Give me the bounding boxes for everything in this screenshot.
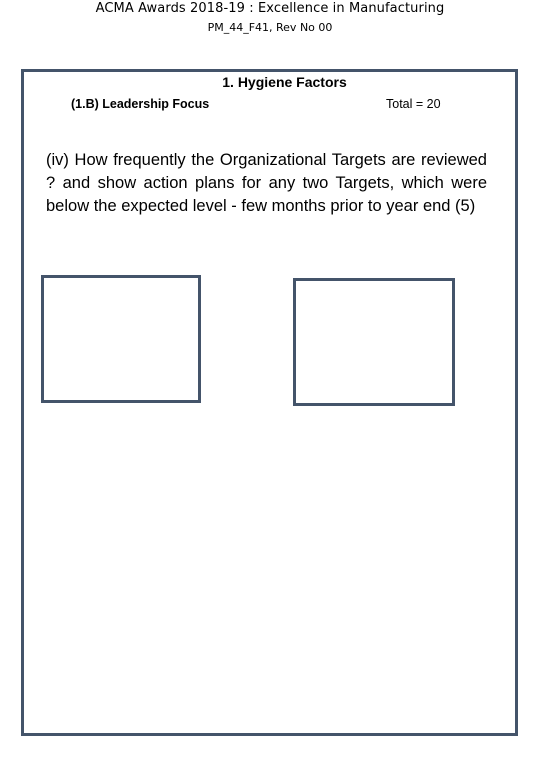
- target-1-answer-box[interactable]: [41, 275, 201, 403]
- document-title: ACMA Awards 2018-19 : Excellence in Manufacturing: [95, 1, 445, 16]
- target-2-answer-box[interactable]: [293, 278, 455, 406]
- subsection-label: (1.B) Leadership Focus: [71, 97, 210, 111]
- form-frame: [21, 69, 518, 736]
- question-text: (iv) How frequently the Organizational Targets are reviewed ? and show action plans for any two Targets, which were below the expected level - few months prior to year end (5): [46, 151, 487, 215]
- document-reference: PM_44_F41, Rev No 00: [207, 21, 333, 34]
- total-score: Total = 20: [386, 97, 441, 111]
- section-title: 1. Hygiene Factors: [222, 74, 347, 90]
